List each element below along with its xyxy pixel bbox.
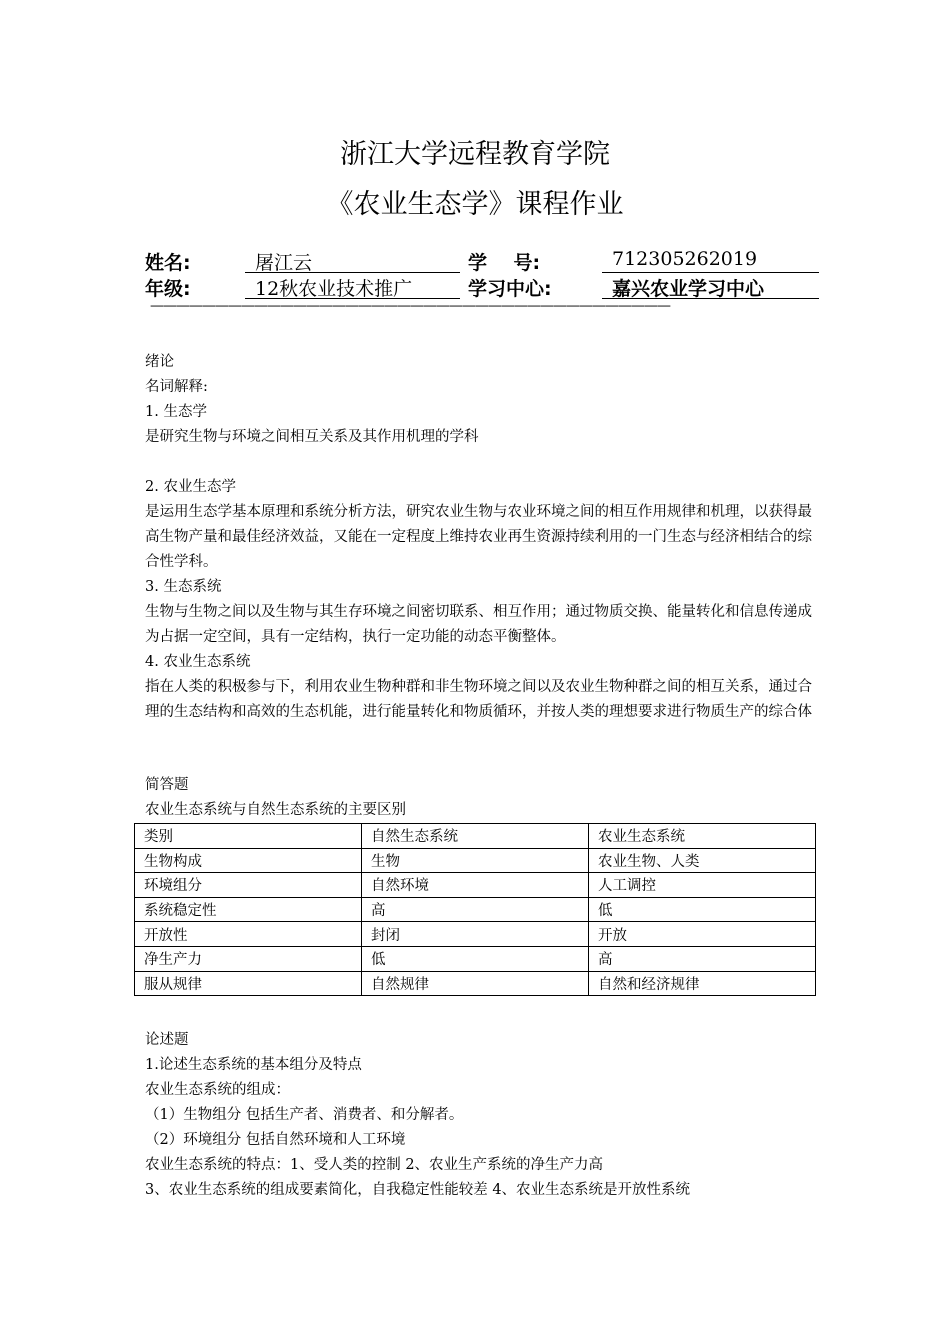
table-cell: 农业生物、人类 [589, 848, 816, 873]
essay-section [145, 1028, 815, 1203]
term-definition: 是研究生物与环境之间相互关系及其作用机理的学科 [145, 429, 479, 445]
student-id-label: 学 号: [468, 252, 541, 274]
section-heading-intro: 绪论 [145, 354, 174, 370]
learning-center-label: 学习中心: [468, 278, 552, 300]
short-answer-section [145, 773, 815, 823]
name-label: 姓名: [145, 252, 191, 274]
table-cell: 系统稳定性 [135, 897, 362, 922]
comparison-table [134, 823, 816, 996]
table-cell: 生物 [362, 848, 589, 873]
term-title: 4. 农业生态系统 [145, 654, 251, 670]
table-cell: 自然规律 [362, 971, 589, 996]
table-cell: 高 [589, 946, 816, 971]
table-cell: 低 [589, 897, 816, 922]
term-definition: 指在人类的积极参与下，利用农业生物种群和非生物环境之间以及农业生物种群之间的相互关系，通过合理的生态结构和高效的生态机能，进行能量转化和物质循环，并按人类的理想要求进行物质生产的综合体 [145, 679, 812, 720]
table-cell: 生物构成 [135, 848, 362, 873]
answer-line: 农业生态系统的组成： [145, 1082, 290, 1098]
table-row [135, 873, 816, 898]
institution-title: 浙江大学远程教育学院 [340, 139, 610, 170]
table-header-cell: 自然生态系统 [362, 824, 589, 849]
table-row [135, 946, 816, 971]
table-cell: 自然环境 [362, 873, 589, 898]
table-cell: 人工调控 [589, 873, 816, 898]
answer-line: 农业生态系统的特点：1、受人类的控制 2、农业生产系统的净生产力高 [145, 1157, 604, 1173]
answer-line: （1）生物组分 包括生产者、消费者、和分解者。 [145, 1107, 464, 1123]
table-cell: 服从规律 [135, 971, 362, 996]
intro-section [145, 350, 815, 725]
course-title: 《农业生态学》课程作业 [326, 189, 624, 220]
grade-value: 12秋农业技术推广 [245, 274, 460, 299]
term-definition: 生物与生物之间以及生物与其生存环境之间密切联系、相互作用；通过物质交换、能量转化和信息传递成为占据一定空间，具有一定结构，执行一定功能的动态平衡整体。 [145, 604, 812, 645]
header-divider: ———————————————————————————————————————— [150, 298, 670, 314]
table-cell: 开放 [589, 922, 816, 947]
table-cell: 低 [362, 946, 589, 971]
info-row-2 [145, 274, 825, 300]
table-header-cell: 农业生态系统 [589, 824, 816, 849]
term-title: 2. 农业生态学 [145, 479, 236, 495]
table-row [135, 897, 816, 922]
table-cell: 净生产力 [135, 946, 362, 971]
term-definition: 是运用生态学基本原理和系统分析方法，研究农业生物与农业环境之间的相互作用规律和机理，以获得最高生物产量和最佳经济效益，又能在一定程度上维持农业再生资源持续利用的一门生态与经济相结合的综合性学科。 [145, 504, 812, 570]
subsection-heading-terms: 名词解释: [145, 379, 208, 395]
name-value: 屠江云 [245, 248, 460, 273]
question-text: 农业生态系统与自然生态系统的主要区别 [145, 802, 406, 818]
question-text: 1.论述生态系统的基本组分及特点 [145, 1057, 362, 1073]
table-cell: 环境组分 [135, 873, 362, 898]
table-row [135, 848, 816, 873]
table-row [135, 971, 816, 996]
table-cell: 高 [362, 897, 589, 922]
table-cell: 自然和经济规律 [589, 971, 816, 996]
grade-label: 年级: [145, 278, 191, 300]
learning-center-value: 嘉兴农业学习中心 [602, 274, 819, 299]
table-header-cell: 类别 [135, 824, 362, 849]
info-row-1 [145, 248, 825, 274]
blank-line [145, 450, 815, 475]
answer-line: 3、农业生态系统的组成要素简化，自我稳定性能较差 4、农业生态系统是开放性系统 [145, 1182, 691, 1198]
term-title: 1. 生态学 [145, 404, 207, 420]
table-row [135, 922, 816, 947]
section-heading-short-answer: 简答题 [145, 777, 189, 793]
table-cell: 开放性 [135, 922, 362, 947]
table-header-row [135, 824, 816, 849]
answer-line: （2）环境组分 包括自然环境和人工环境 [145, 1132, 406, 1148]
table-cell: 封闭 [362, 922, 589, 947]
term-title: 3. 生态系统 [145, 579, 222, 595]
section-heading-essay: 论述题 [145, 1032, 189, 1048]
student-id-value: 712305262019 [602, 248, 819, 273]
